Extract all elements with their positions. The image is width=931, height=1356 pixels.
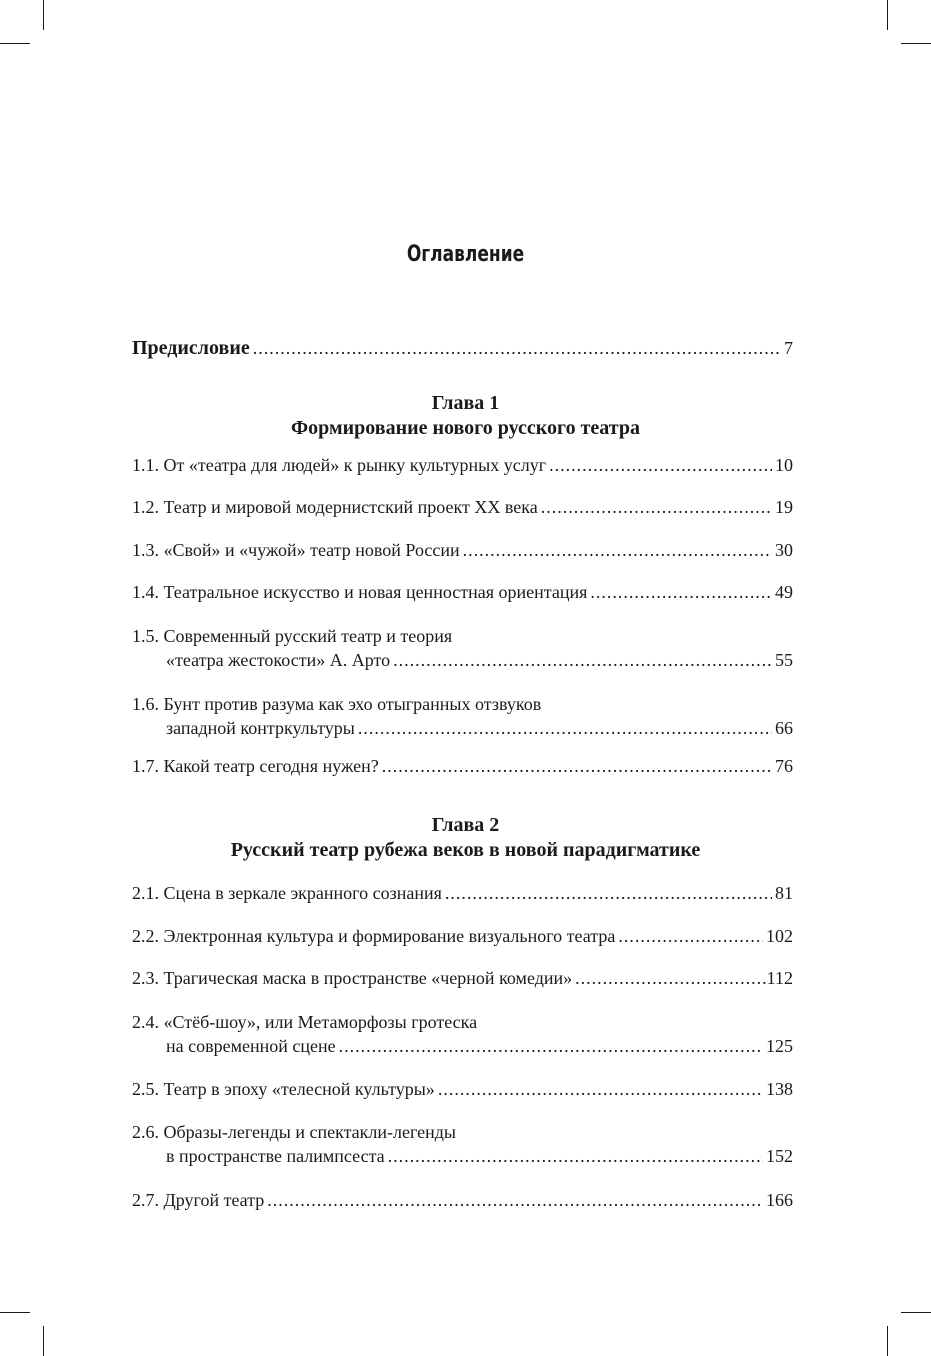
- crop-mark: [0, 43, 30, 44]
- crop-mark: [43, 0, 44, 30]
- entry-number: 1.7.: [132, 756, 159, 776]
- leader-dots: [618, 924, 763, 948]
- entry-title-continued: западной контркультуры: [166, 718, 355, 738]
- toc-entry[interactable]: [132, 580, 793, 604]
- crop-mark: [887, 0, 888, 30]
- toc-preface[interactable]: [132, 336, 793, 360]
- entry-number: 1.5.: [132, 626, 159, 646]
- leader-dots: [541, 495, 772, 519]
- leader-dots: [590, 580, 772, 604]
- entry-title: Современный русский театр и теория: [163, 626, 453, 646]
- leader-dots: [253, 336, 781, 360]
- chapter-name: Формирование нового русского театра: [291, 417, 640, 439]
- entry-title-continued: на современной сцене: [166, 1036, 336, 1056]
- chapter-heading: [0, 391, 931, 441]
- entry-title: Образы-легенды и спектакли-легенды: [163, 1122, 457, 1142]
- page-number: 7: [784, 338, 793, 358]
- page-number: 102: [766, 926, 793, 946]
- toc-entry[interactable]: [132, 754, 793, 778]
- toc-entry[interactable]: [132, 1034, 793, 1058]
- crop-mark: [43, 1326, 44, 1356]
- entry-number: 2.1.: [132, 883, 159, 903]
- crop-mark: [0, 1312, 30, 1313]
- toc-entry-first-line[interactable]: [132, 1120, 456, 1144]
- toc-entry[interactable]: [132, 1188, 793, 1212]
- entry-title: Театр в эпоху «телесной культуры»: [163, 1079, 435, 1099]
- toc-entry[interactable]: [132, 495, 793, 519]
- toc-entry[interactable]: [132, 716, 793, 740]
- entry-title: Электронная культура и формирование визуального театра: [163, 926, 616, 946]
- entry-title: Другой театр: [163, 1190, 265, 1210]
- chapter-label: Глава 1: [431, 392, 500, 414]
- chapter-heading: [0, 813, 931, 863]
- page-number: 55: [775, 650, 793, 670]
- toc-entry[interactable]: [132, 924, 793, 948]
- entry-title: Бунт против разума как эхо отыгранных отзвуков: [163, 694, 542, 714]
- entry-number: 1.4.: [132, 582, 159, 602]
- entry-number: 1.3.: [132, 540, 159, 560]
- page-number: 49: [775, 582, 793, 602]
- preface-label: Предисловие: [132, 337, 250, 359]
- leader-dots: [382, 754, 772, 778]
- page-number: 76: [775, 756, 793, 776]
- entry-title: Трагическая маска в пространстве «черной комедии»: [163, 968, 573, 988]
- toc-entry[interactable]: [132, 1144, 793, 1168]
- leader-dots: [339, 1034, 763, 1058]
- entry-title: Театральное искусство и новая ценностная ориентация: [163, 582, 588, 602]
- leader-dots: [358, 716, 772, 740]
- chapter-label: Глава 2: [431, 814, 500, 836]
- toc-entry[interactable]: [132, 881, 793, 905]
- leader-dots: [438, 1077, 763, 1101]
- entry-title: «Свой» и «чужой» театр новой России: [163, 540, 460, 560]
- leader-dots: [267, 1188, 763, 1212]
- entry-title: Сцена в зеркале экранного сознания: [163, 883, 442, 903]
- page-number: 10: [775, 455, 793, 475]
- entry-title: Театр и мировой модернистский проект XX века: [163, 497, 538, 517]
- page-number: 166: [766, 1190, 793, 1210]
- toc-entry[interactable]: [132, 453, 793, 477]
- entry-title-continued: «театра жестокости» А. Арто: [166, 650, 391, 670]
- toc-entry[interactable]: [132, 1077, 793, 1101]
- entry-number: 2.3.: [132, 968, 159, 988]
- page-title: Оглавление: [406, 242, 525, 267]
- entry-title: Какой театр сегодня нужен?: [163, 756, 379, 776]
- crop-mark: [901, 43, 931, 44]
- entry-number: 1.6.: [132, 694, 159, 714]
- entry-number: 1.2.: [132, 497, 159, 517]
- page-number: 66: [775, 718, 793, 738]
- page-number: 138: [766, 1079, 793, 1099]
- toc-entry-first-line[interactable]: [132, 624, 452, 648]
- entry-number: 2.6.: [132, 1122, 159, 1142]
- entry-number: 2.2.: [132, 926, 159, 946]
- toc-entry-first-line[interactable]: [132, 1010, 477, 1034]
- crop-mark: [887, 1326, 888, 1356]
- leader-dots: [388, 1144, 763, 1168]
- toc-entry[interactable]: [132, 538, 793, 562]
- toc-entry[interactable]: [132, 966, 793, 990]
- entry-number: 2.4.: [132, 1012, 159, 1032]
- page-number: 19: [775, 497, 793, 517]
- page-number: 152: [766, 1146, 793, 1166]
- chapter-name: Русский театр рубежа веков в новой парадигматике: [230, 839, 701, 861]
- leader-dots: [445, 881, 772, 905]
- leader-dots: [549, 453, 772, 477]
- entry-title: От «театра для людей» к рынку культурных услуг: [163, 455, 547, 475]
- entry-number: 1.1.: [132, 455, 159, 475]
- crop-mark: [901, 1312, 931, 1313]
- page-number: 112: [766, 968, 793, 988]
- page-number: 30: [775, 540, 793, 560]
- leader-dots: [463, 538, 772, 562]
- page-number: 125: [766, 1036, 793, 1056]
- leader-dots: [393, 648, 772, 672]
- entry-title: «Стёб-шоу», или Метаморфозы гротеска: [163, 1012, 478, 1032]
- entry-number: 2.5.: [132, 1079, 159, 1099]
- toc-entry-first-line[interactable]: [132, 692, 541, 716]
- toc-entry[interactable]: [132, 648, 793, 672]
- entry-number: 2.7.: [132, 1190, 159, 1210]
- leader-dots: [575, 966, 767, 990]
- entry-title-continued: в пространстве палимпсеста: [166, 1146, 385, 1166]
- page-number: 81: [775, 883, 793, 903]
